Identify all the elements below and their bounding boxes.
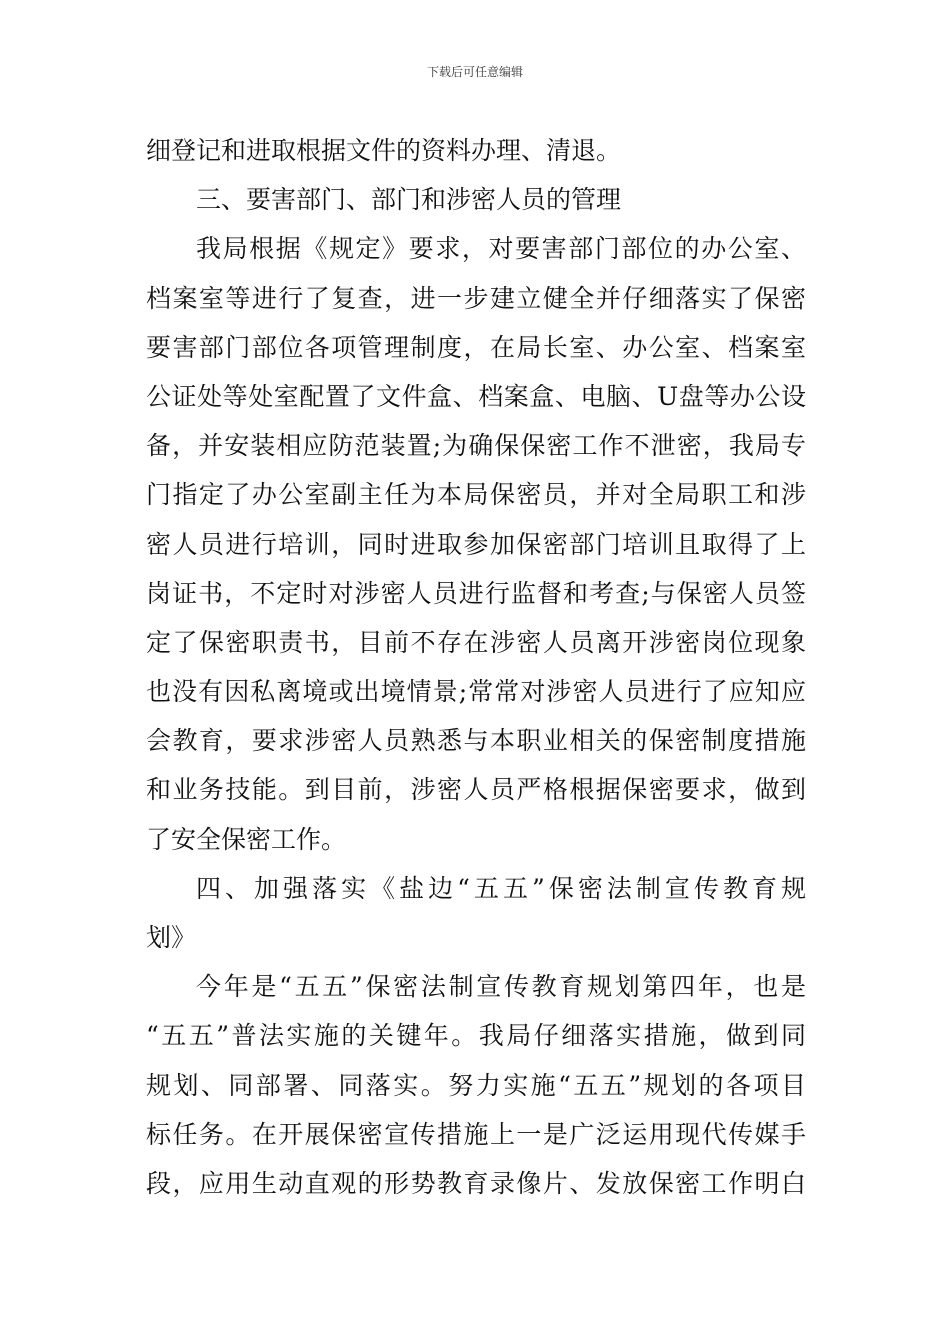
text-line: 公证处等处室配置了文件盒、档案盒、电脑、U盘等办公设 bbox=[146, 381, 806, 411]
text-line: 门指定了办公室副主任为本局保密员，并对全局职工和涉 bbox=[146, 480, 806, 510]
text-line: 细登记和进取根据文件的资料办理、清退。 bbox=[146, 136, 622, 165]
text-line: 和业务技能。到目前，涉密人员严格根据保密要求，做到 bbox=[146, 775, 806, 805]
text-line: 定了保密职责书，目前不存在涉密人员离开涉密岗位现象 bbox=[146, 627, 806, 657]
text-line: 会教育，要求涉密人员熟悉与本职业相关的保密制度措施 bbox=[146, 726, 806, 756]
text-line: 规划、同部署、同落实。努力实施“五五”规划的各项目 bbox=[146, 1070, 806, 1100]
text-line: 四、加强落实《盐边“五五”保密法制宣传教育规 bbox=[196, 873, 806, 903]
text-line: 要害部门部位各项管理制度，在局长室、办公室、档案室 bbox=[146, 332, 806, 362]
text-line: 档案室等进行了复查，进一步建立健全并仔细落实了保密 bbox=[146, 283, 806, 313]
text-line: 今年是“五五”保密法制宣传教育规划第四年，也是 bbox=[196, 972, 806, 1002]
text-line: 三、要害部门、部门和涉密人员的管理 bbox=[196, 185, 622, 215]
text-line: “五五”普法实施的关键年。我局仔细落实措施，做到同 bbox=[146, 1021, 806, 1051]
text-line: 标任务。在开展保密宣传措施上一是广泛运用现代传媒手 bbox=[146, 1119, 806, 1149]
text-line: 我局根据《规定》要求，对要害部门部位的办公室、 bbox=[196, 234, 806, 264]
header-note: 下载后可任意编辑 bbox=[426, 65, 523, 79]
text-line: 密人员进行培训，同时进取参加保密部门培训且取得了上 bbox=[146, 529, 806, 559]
text-line: 了安全保密工作。 bbox=[146, 824, 347, 854]
text-line: 也没有因私离境或出境情景;常常对涉密人员进行了应知应 bbox=[146, 677, 806, 707]
document-body bbox=[146, 126, 806, 1208]
text-line: 备，并安装相应防范装置;为确保保密工作不泄密，我局专 bbox=[146, 431, 806, 461]
text-line: 岗证书，不定时对涉密人员进行监督和考查;与保密人员签 bbox=[146, 578, 806, 608]
text-line: 段，应用生动直观的形势教育录像片、发放保密工作明白 bbox=[146, 1168, 806, 1198]
text-line: 划》 bbox=[146, 923, 197, 952]
